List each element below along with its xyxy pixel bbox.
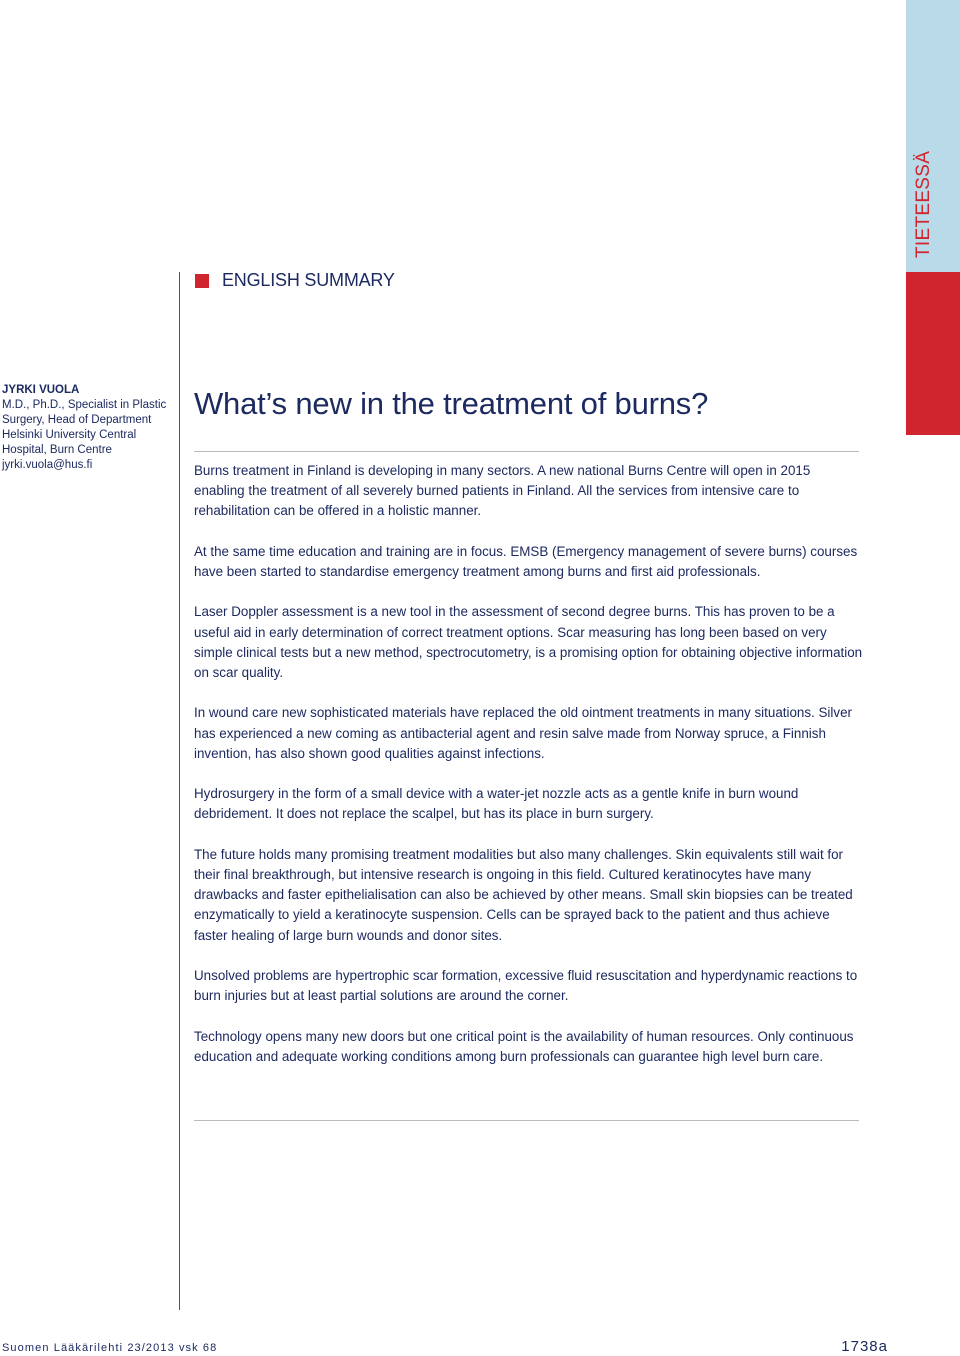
- sidebar-label: TIETEESSÄ: [913, 150, 934, 258]
- author-affiliation-line: Helsinki University Central: [2, 429, 137, 441]
- body-paragraph: Laser Doppler assessment is a new tool in the assessment of second degree burns. This has proven to be a useful aid in early determination of correct treatment options. Scar measuring has long been based on very simple clinical tests but a new method, spectrocutometry, is a promising option for obtaining objective information on scar quality.: [194, 604, 863, 680]
- author-name: JYRKI VUOLA: [2, 384, 80, 396]
- author-affiliation-line: Hospital, Burn Centre: [2, 444, 112, 456]
- body-paragraph: In wound care new sophisticated materials have replaced the old ointment treatments in many situations. Silver has experienced a new coming as antibacterial agent and resin salve made from Norway spruce, a Finnish invention, has also shown good qualities against infections.: [194, 705, 852, 761]
- author-email: jyrki.vuola@hus.fi: [2, 459, 93, 471]
- title-rule: [194, 451, 859, 452]
- sidebar-section-tag: [909, 152, 939, 262]
- column-divider: [179, 272, 180, 1310]
- body-paragraph: Unsolved problems are hypertrophic scar formation, excessive fluid resuscitation and hyperdynamic reactions to burn injuries but at least partial solutions are around the corner.: [194, 967, 858, 1004]
- author-block: [2, 383, 172, 473]
- section-label: ENGLISH SUMMARY: [222, 270, 395, 290]
- red-square-icon: [195, 274, 209, 288]
- page-number: 1738a: [841, 1338, 888, 1355]
- sidebar-red-band: [906, 272, 960, 435]
- body-paragraph: The future holds many promising treatment modalities but also many challenges. Skin equivalents still wait for their final breakthrough, but intensive research is ongoing in this field. Cultured keratinocytes have many drawbacks and faster epithelialisation can also be achieved by other means. Small skin biopsies can be treated enzymatically to yield a keratinocyte suspension. Cells can be sprayed back to the patient and thus achieve faster healing of large burn wounds and donor sites.: [194, 846, 853, 943]
- body-paragraph: Hydrosurgery in the form of a small device with a water-jet nozzle acts as a gentle knife in burn wound debridement. It does not replace the scalpel, but has its place in burn surgery.: [194, 786, 799, 822]
- body-paragraph: At the same time education and training are in focus. EMSB (Emergency management of severe burns) courses have been started to standardise emergency treatment among burns and first aid professionals.: [194, 543, 858, 579]
- author-affiliation-line: M.D., Ph.D., Specialist in Plastic: [2, 399, 167, 411]
- article-body: [194, 461, 864, 1087]
- article-title: What’s new in the treatment of burns?: [194, 386, 709, 421]
- author-affiliation-line: Surgery, Head of Department: [2, 414, 152, 426]
- journal-footer: Suomen Lääkärilehti 23/2013 vsk 68: [2, 1342, 218, 1354]
- body-paragraph: Technology opens many new doors but one critical point is the availability of human resources. Only continuous education and adequate working conditions among burn professionals can guarantee high level burn care.: [194, 1028, 854, 1064]
- article-end-rule: [194, 1120, 859, 1121]
- body-paragraph: Burns treatment in Finland is developing in many sectors. A new national Burns Centre will open in 2015 enabling the treatment of all severely burned patients in Finland. All the services from intensive care to rehabilitation can be offered in a holistic manner.: [194, 463, 811, 519]
